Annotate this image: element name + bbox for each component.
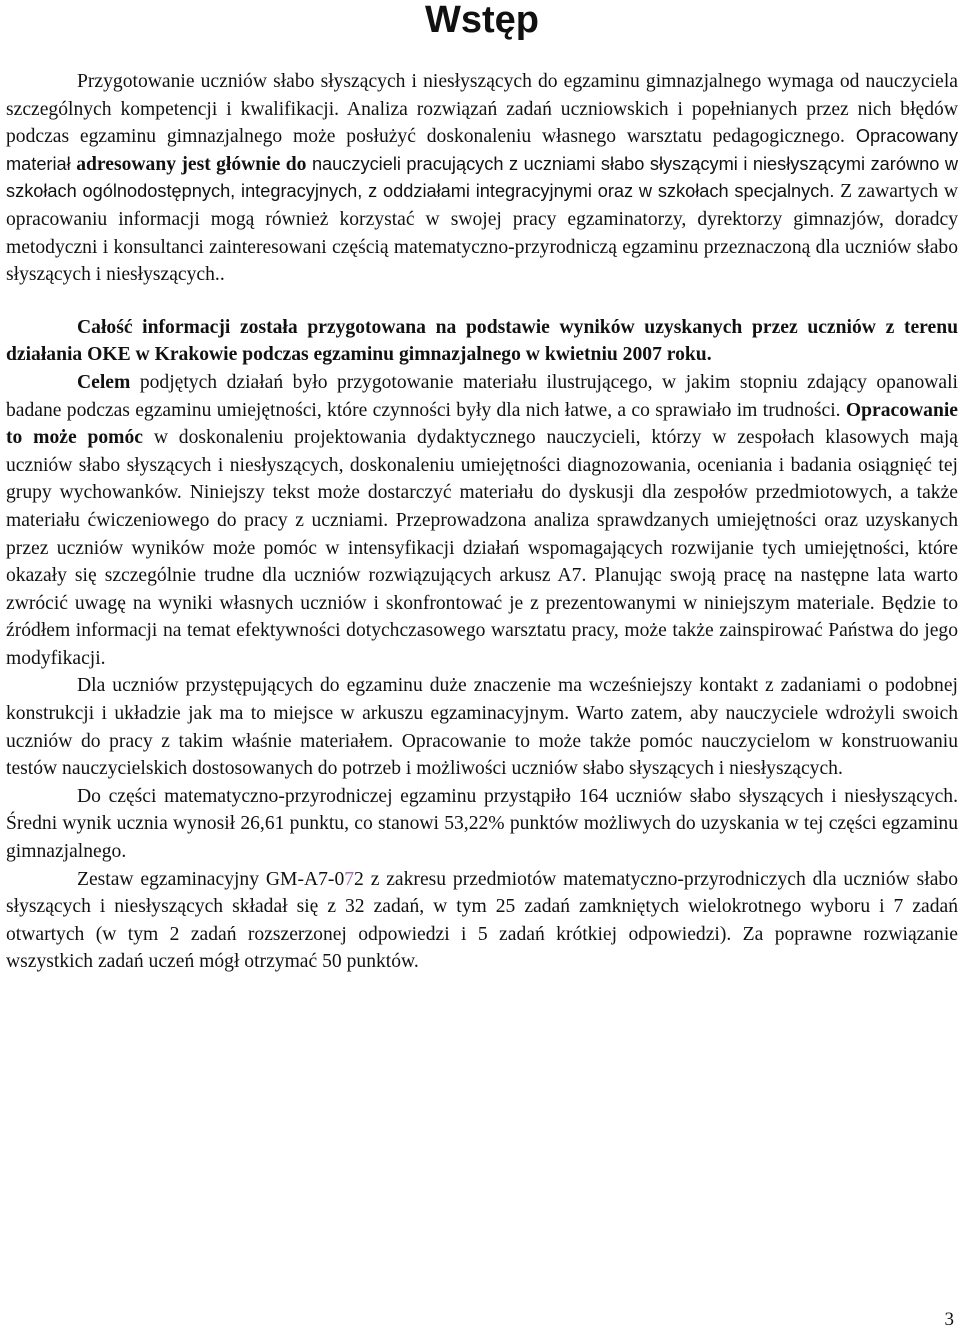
- page-number: 3: [944, 1309, 954, 1330]
- purpose-bold-mid: Opracowanie to może pomóc: [6, 399, 958, 449]
- paragraph-results: Do części matematyczno-przyrodniczej egzaminu przystąpiło 164 uczniów słabo słyszących i niesłyszących. Średni wynik ucznia wynosił 26,61 punktu, co stanowi 53,22% punktów możliwych do uzyskania w tej części egzaminu gimnazjalnego.: [6, 785, 958, 863]
- audience-bold-text: adresowany jest głównie do: [76, 153, 307, 175]
- audience-rest-text: nauczycieli pracujących z uczniami słabo słyszącymi i niesłyszącymi zarówno w szkołach ogólnodostępnych, integracyjnych, z oddziałami integracyjnymi oraz w szkołach specjalnych.: [6, 153, 958, 202]
- purpose-rest-text: w doskonaleniu projektowania dydaktycznego nauczycieli, którzy w zespołach klasowych mają uczniów słabo słyszących i niesłyszących, doskonaleniu umiejętności diagnozowania, oceniania i badania osiągnięć tej grupy wychowanków. Niniejszy tekst może dostarczyć materiału do dyskusji dla zespołów przedmiotowych, a także materiału ćwiczeniowego do pracy z uczniami. Przeprowadzona analiza sprawdzanych umiejętności oraz uzyskanych przez uczniów wyników może pomóc w intensyfikacji działań wspomagających rozwijanie tych umiejętności, które okazały się szczególnie trudne dla uczniów rozwiązujących arkusz A7. Planując swoją pracę na następne lata warto zwrócić uwagę na wyniki własnych uczniów i skonfrontować je z prezentowanymi w niniejszym materiale. Będzie to źródłem informacji na temat efektywności dotychczasowego warsztatu pracy, może także zainspirować Państwa do jego modyfikacji.: [6, 427, 958, 669]
- paragraph-purpose: [6, 369, 958, 673]
- exam-set-highlight: 7: [344, 868, 355, 890]
- paragraph-intro-text: Przygotowanie uczniów słabo słyszących i niesłyszących do egzaminu gimnazjalnego wymaga od nauczyciela szczególnych kompetencji i kwalifikacji. Analiza rozwiązań zadań uczniowskich i popełnianych przez nich błędów podczas egzaminu gimnazjalnego może posłużyć doskonaleniu własnego warsztatu pedagogicznego.: [6, 71, 958, 148]
- paragraph-exam-set: [6, 866, 958, 976]
- audience-lead-text: Opracowany materiał: [6, 126, 958, 174]
- document-page: [6, 0, 958, 1339]
- paragraph-intro-users-text: Z zawartych w opracowaniu informacji mogą również korzystać w swojej pracy egzaminatorzy, dyrektorzy gimnazjów, doradcy metodyczni i konsultanci zainteresowani częścią matematyczno-przyrodniczą egzaminu przeznaczoną dla uczniów słabo słyszących i niesłyszących..: [6, 181, 958, 286]
- exam-set-rest: 2 z zakresu przedmiotów matematyczno-przyrodniczych dla uczniów słabo słyszących i niesłyszących składał się z 32 zadań, w tym 25 zadań zamkniętych wielokrotnego wyboru i 7 zadań otwartych (w tym 2 zadań rozszerzonej odpowiedzi i 5 zadań krótkiej odpowiedzi). Za poprawne rozwiązanie wszystkich zadań uczeń mógł otrzymać 50 punktów.: [6, 868, 958, 973]
- paragraph-practice: Dla uczniów przystępujących do egzaminu duże znaczenie ma wcześniejszy kontakt z zadaniami o podobnej konstrukcji i układzie jak ma to miejsce w arkuszu egzaminacyjnym. Warto zatem, aby nauczyciele wdrożyli swoich uczniów do pracy z takim właśnie materiałem. Opracowanie to może także pomóc nauczycielom w konstruowaniu testów nauczycielskich dostosowanych do potrzeb i możliwości uczniów słabo słyszących i niesłyszących.: [6, 675, 958, 780]
- paragraph-source: Całość informacji została przygotowana na podstawie wyników uzyskanych przez uczniów z terenu działania OKE w Krakowie podczas egzaminu gimnazjalnego w kwietniu 2007 roku.: [6, 316, 958, 366]
- document-body: [6, 68, 958, 976]
- paragraph-intro: [6, 68, 958, 289]
- page-title: Wstęp: [425, 0, 539, 41]
- exam-set-lead: Zestaw egzaminacyjny GM-A7-0: [77, 868, 345, 890]
- purpose-text: podjętych działań było przygotowanie materiału ilustrującego, w jakim stopniu zdający opanowali badane podczas egzaminu umiejętności, które czynności były dla nich łatwe, a co sprawiało im trudności.: [6, 371, 958, 421]
- purpose-bold-lead: Celem: [77, 371, 131, 393]
